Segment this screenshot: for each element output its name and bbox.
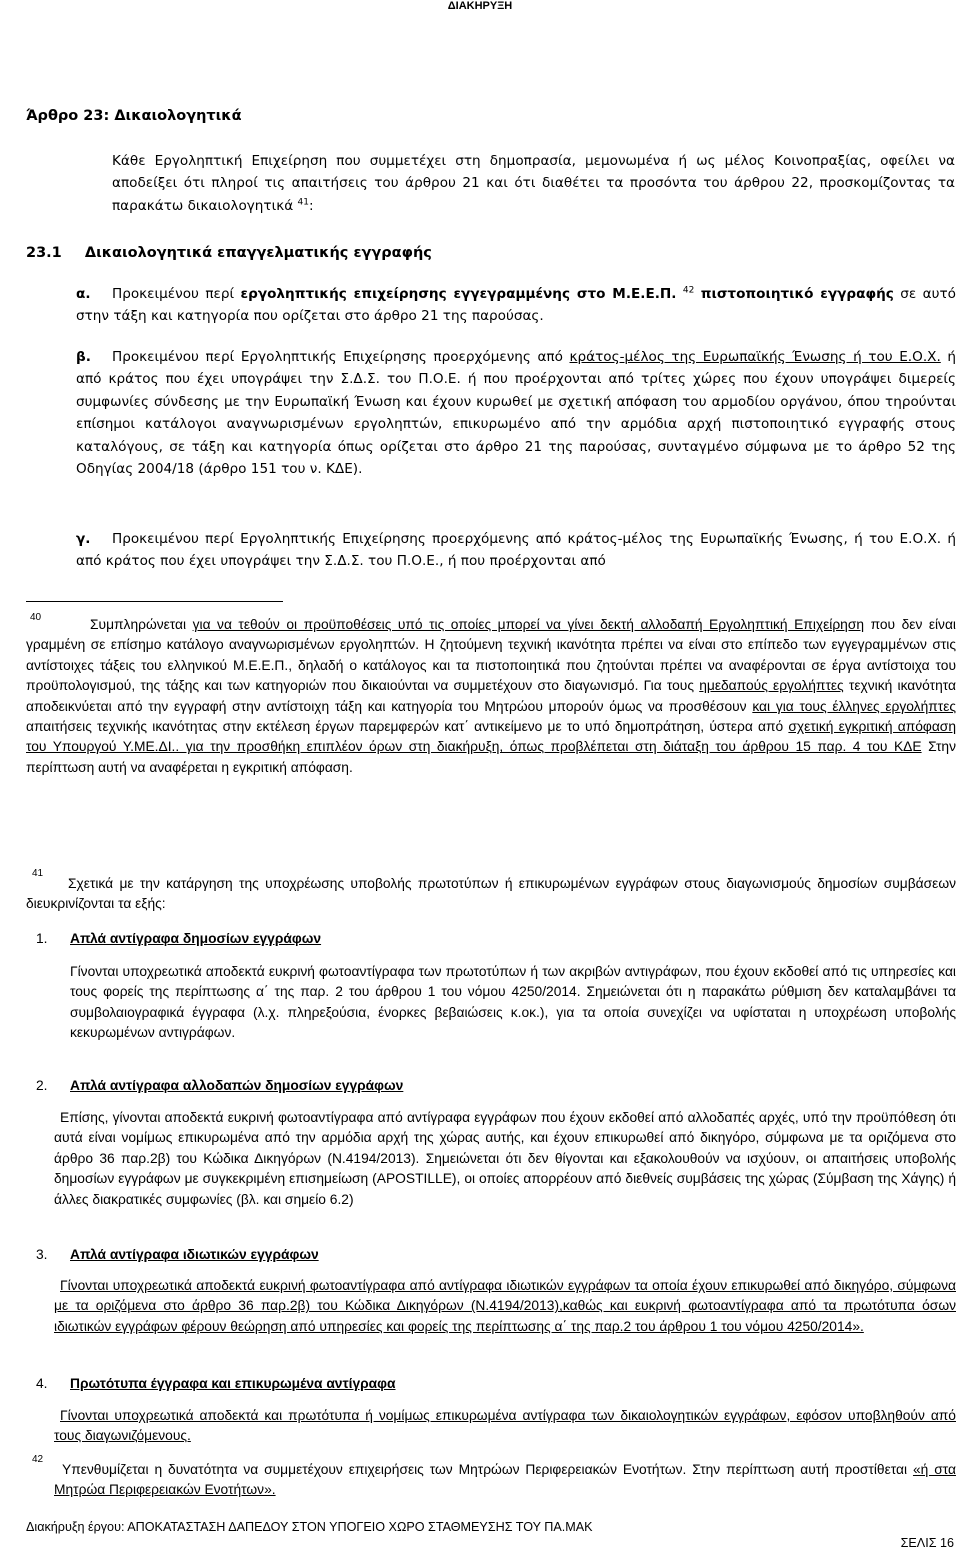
section-heading <box>26 245 432 261</box>
item-c-label: γ. <box>76 531 91 547</box>
item-a-bold2: πιστοποιητικό εγγραφής <box>700 286 894 302</box>
fn41-item-3-text: Γίνονται υποχρεωτικά αποδεκτά ευκρινή φωτοαντίγραφα από αντίγραφα ιδιωτικών εγγράφων τα οποία έχουν επικυρωθεί από δικηγόρο, σύμφωνα με τα οριζόμενα στο άρθρο 36 παρ.2β) του Κώδικα Δικηγόρων (Ν.4194/2013),καθώς και ευκρινή φωτοαντίγραφα από τα πρωτότυπα όσων ιδιωτικών εγγράφων φέρουν θεώρηση από υπηρεσίες και φορείς της περίπτωσης α΄ της παρ.2 του άρθρου 1 του νόμου 4250/2014». <box>54 1278 956 1334</box>
item-a-label: α. <box>76 286 91 302</box>
fn40-u3: και για τους έλληνες εργολήπτες <box>752 698 957 714</box>
item-c-text: Προκειμένου περί Εργοληπτικής Επιχείρησης προερχόμενης από κράτος-μέλος της Ευρωπαϊκής Ένωσης, ή του Ε.Ο.Χ. ή από κράτος που έχει υπογράψει την Σ.Δ.Σ. του Π.Ο.Ε., ή που προέρχονται από <box>76 531 956 570</box>
section-title: Δικαιολογητικά επαγγελματικής εγγραφής <box>84 245 432 261</box>
intro-end: : <box>308 197 314 214</box>
fn41-item-2-number: 2. <box>36 1078 48 1093</box>
fn41-item-4-title: Πρωτότυπα έγγραφα και επικυρωμένα αντίγραφα <box>70 1376 396 1391</box>
item-b-text2: ή από κράτος που έχει υπογράψει την Σ.Δ.Σ. του Π.Ο.Ε. ή που προέρχονται από τρίτες χώρες που έχουν υπογράψει διμερείς συμφωνίες σύνδεσης με την Ευρωπαϊκή Ένωση και έχουν κυρωθεί με σχετική απόφαση του αρμοδίου οργάνου, όπου τηρούνται επίσημοι κατάλογοι αναγνωρισμένων εργοληπτών, επικυρωμένο από την αρμόδια αρχή πιστοποιητικό εγγραφής στους καταλόγους, σε τάξη και κατηγορία όπως ορίζεται στο άρθρο 21 της παρούσας, συνταγμένο σύμφωνα με το άρθρο 52 της Οδηγίας 2004/18 (άρθρο 151 του ν. ΚΔΕ). <box>76 349 957 478</box>
fn40-u4: σχετική εγκριτική απόφαση του Υπουργού Υ.ΜΕ.ΔΙ.. για την προσθήκη επιπλέον όρων στη διακήρυξη, όπως προβλέπεται στη διάταξη του άρθρου 15 παρ. 4 του ΚΔΕ <box>26 719 956 755</box>
footnote-separator <box>26 601 283 602</box>
article-intro <box>112 150 955 217</box>
footnote-41-number: 41 <box>32 868 44 879</box>
item-b-text1: Προκειμένου περί Εργοληπτικής Επιχείρησης προερχόμενης από <box>112 349 563 365</box>
fn41-item-4-number: 4. <box>36 1376 48 1391</box>
fn41-item-2-title: Απλά αντίγραφα αλλοδαπών δημοσίων εγγράφων <box>70 1078 404 1093</box>
fn41-item-1-text: Γίνονται υποχρεωτικά αποδεκτά ευκρινή φωτοαντίγραφα των πρωτοτύπων ή των ακριβών αντιγράφων, που έχουν εκδοθεί από τις υπηρεσίες και τους φορείς της περίπτωσης α΄ της παρ. 2 του άρθρου 1 του νόμου 4250/2014. Σημειώνεται ότι η παρακάτω ρύθμιση δεν καταλαμβάνει τα συμβολαιογραφικά έγγραφα (λ.χ. πληρεξούσια, ένορκες βεβαιώσεις κ.οκ.), για τα οποία συνεχίζει να υφίσταται η υποχρέωση υποβολής κεκυρωμένων αντιγράφων. <box>70 964 956 1041</box>
item-a <box>76 283 956 328</box>
fn40-p5: Στην περίπτωση αυτή να αναφέρεται η εγκριτική απόφαση. <box>26 739 956 775</box>
fn41-item-4-text: Γίνονται υποχρεωτικά αποδεκτά και πρωτότυπα ή νομίμως επικυρωμένα αντίγραφα των δικαιολογητικών εγγράφων, εφόσον υποβληθούν από τους διαγωνιζόμενους. <box>54 1408 956 1444</box>
footnote-42 <box>54 1460 956 1501</box>
item-a-text2: σε αυτό στην τάξη και κατηγορία που ορίζεται στο άρθρο 21 της παρούσας. <box>76 286 956 325</box>
fn41-item-3-title: Απλά αντίγραφα ιδιωτικών εγγράφων <box>70 1247 319 1262</box>
fn40-p2: που δεν είναι γραμμένη σε επίσημο κατάλογο αναγνωρισμένων εργοληπτών. Η ζητούμενη τεχνική ικανότητα πρέπει να είναι στο επίπεδο των εγγεγραμμένων στις αντίστοιχες τάξεις του ελληνικού Μ.Ε.Ε.Π., δηλαδή ο κατάλογος και τα πιστοποιητικά που ζητούνται πρέπει να αναφέρονται σε έργα αντίστοιχα του προϋπολογισμού, της τάξης και των κατηγοριών που δικαιούνται να συμμετέχουν στο διαγωνισμό. Για τους <box>26 617 956 694</box>
page-header: ΔΙΑΚΗΡΥΞΗ <box>447 0 513 12</box>
fn42-quote: «ή στα Μητρώα Περιφερειακών Ενοτήτων». <box>54 1462 956 1498</box>
fn41-item-2-text: Επίσης, γίνονται αποδεκτά ευκρινή φωτοαντίγραφα από αντίγραφα εγγράφων που έχουν εκδοθεί από αλλοδαπές αρχές, υπό την προϋπόθεση ότι αυτά είναι νομίμως επικυρωμένα από την αρμόδια αρχή της χώρας αυτής, και έχουν επικυρωθεί από δικηγόρο, σύμφωνα με τα οριζόμενα στο άρθρο 36 παρ.2β) του Κώδικα Δικηγόρων (Ν.4194/2013). Σημειώνεται ότι δεν θίγονται και εξακολουθούν να ισχύουν, οι απαιτήσεις υποβολής δημοσίων εγγράφων με συγκεκριμένη επισημείωση (APOSTILLE), οι οποίες απορρέουν από διεθνείς συμβάσεις της χώρας (Σύμβαση της Χάγης) ή άλλες διακρατικές συμφωνίες (βλ. και σημείο 6.2) <box>54 1110 956 1207</box>
fn40-p4: απαιτήσεις τεχνικής ικανότητας στην εκτέλεση έργων παρεμφερών κατ΄ αντικείμενο με το υπό δημοπράτηση, ύστερα από <box>26 719 784 735</box>
fn40-u1: για να τεθούν οι προϋποθέσεις υπό τις οποίες μπορεί να γίνει δεκτή αλλοδαπή Εργοληπτική Επιχείρηση <box>192 617 865 632</box>
fn40-p1: Συμπληρώνεται <box>90 617 187 632</box>
item-b <box>76 346 956 480</box>
fn41-item-1-title: Απλά αντίγραφα δημοσίων εγγράφων <box>70 931 322 946</box>
fn41-item-1-number: 1. <box>36 931 48 946</box>
item-b-underlined: κράτος-μέλος της Ευρωπαϊκής Ένωσης ή του Ε.Ο.Χ. <box>569 349 941 365</box>
footnote-ref-41[interactable]: 41 <box>297 197 309 208</box>
footnote-42-number: 42 <box>32 1454 44 1465</box>
fn40-p3: τεχνική ικανότητα αποδεικνύεται από την εγγραφή στην αντίστοιχη τάξη και κατηγορία του Μητρώου μπορούν όμως να προσθέσουν <box>26 678 957 714</box>
footer-project: Διακήρυξη έργου: ΑΠΟΚΑΤΑΣΤΑΣΗ ΔΑΠΕΔΟΥ ΣΤΟΝ ΥΠΟΓΕΙΟ ΧΩΡΟ ΣΤΑΘΜΕΥΣΗΣ ΤΟΥ ΠΑ.ΜΑΚ <box>26 1520 593 1534</box>
item-c <box>76 528 956 573</box>
footnote-ref-42[interactable]: 42 <box>682 285 695 296</box>
item-a-bold1: εργοληπτικής επιχείρησης εγγεγραμμένης στο Μ.Ε.Ε.Π. <box>240 286 677 302</box>
footer-page-number: ΣΕΛΙΣ 16 <box>900 1536 954 1550</box>
fn40-u2: ημεδαπούς εργολήπτες <box>699 678 844 694</box>
item-a-text1: Προκειμένου περί <box>112 286 235 302</box>
fn42-text: Υπενθυμίζεται η δυνατότητα να συμμετέχουν επιχειρήσεις των Μητρώων Περιφερειακών Ενοτήτων. Στην περίπτωση αυτή προστίθεται <box>62 1462 908 1477</box>
footnote-40-number: 40 <box>30 612 42 623</box>
intro-text: Κάθε Εργοληπτική Επιχείρηση που συμμετέχει στη δημοπρασία, μεμονωμένα ή ως μέλος Κοινοπραξίας, οφείλει να αποδείξει ότι πληροί τις απαιτήσεις του άρθρου 21 και ότι διαθέτει τα προσόντα του άρθρου 22, προσκομίζοντας τα παρακάτω δικαιολογητικά <box>112 153 955 214</box>
fn41-item-3-number: 3. <box>36 1247 48 1262</box>
footnote-40 <box>26 615 956 778</box>
item-b-label: β. <box>76 349 91 365</box>
article-title: Άρθρο 23: Δικαιολογητικά <box>26 108 242 124</box>
footnote-41-intro: Σχετικά με την κατάργηση της υποχρέωσης υποβολής πρωτοτύπων ή επικυρωμένων εγγράφων στους διαγωνισμούς δημοσίων συμβάσεων διευκρινίζονται τα εξής: <box>26 876 956 912</box>
section-number: 23.1 <box>26 245 62 261</box>
